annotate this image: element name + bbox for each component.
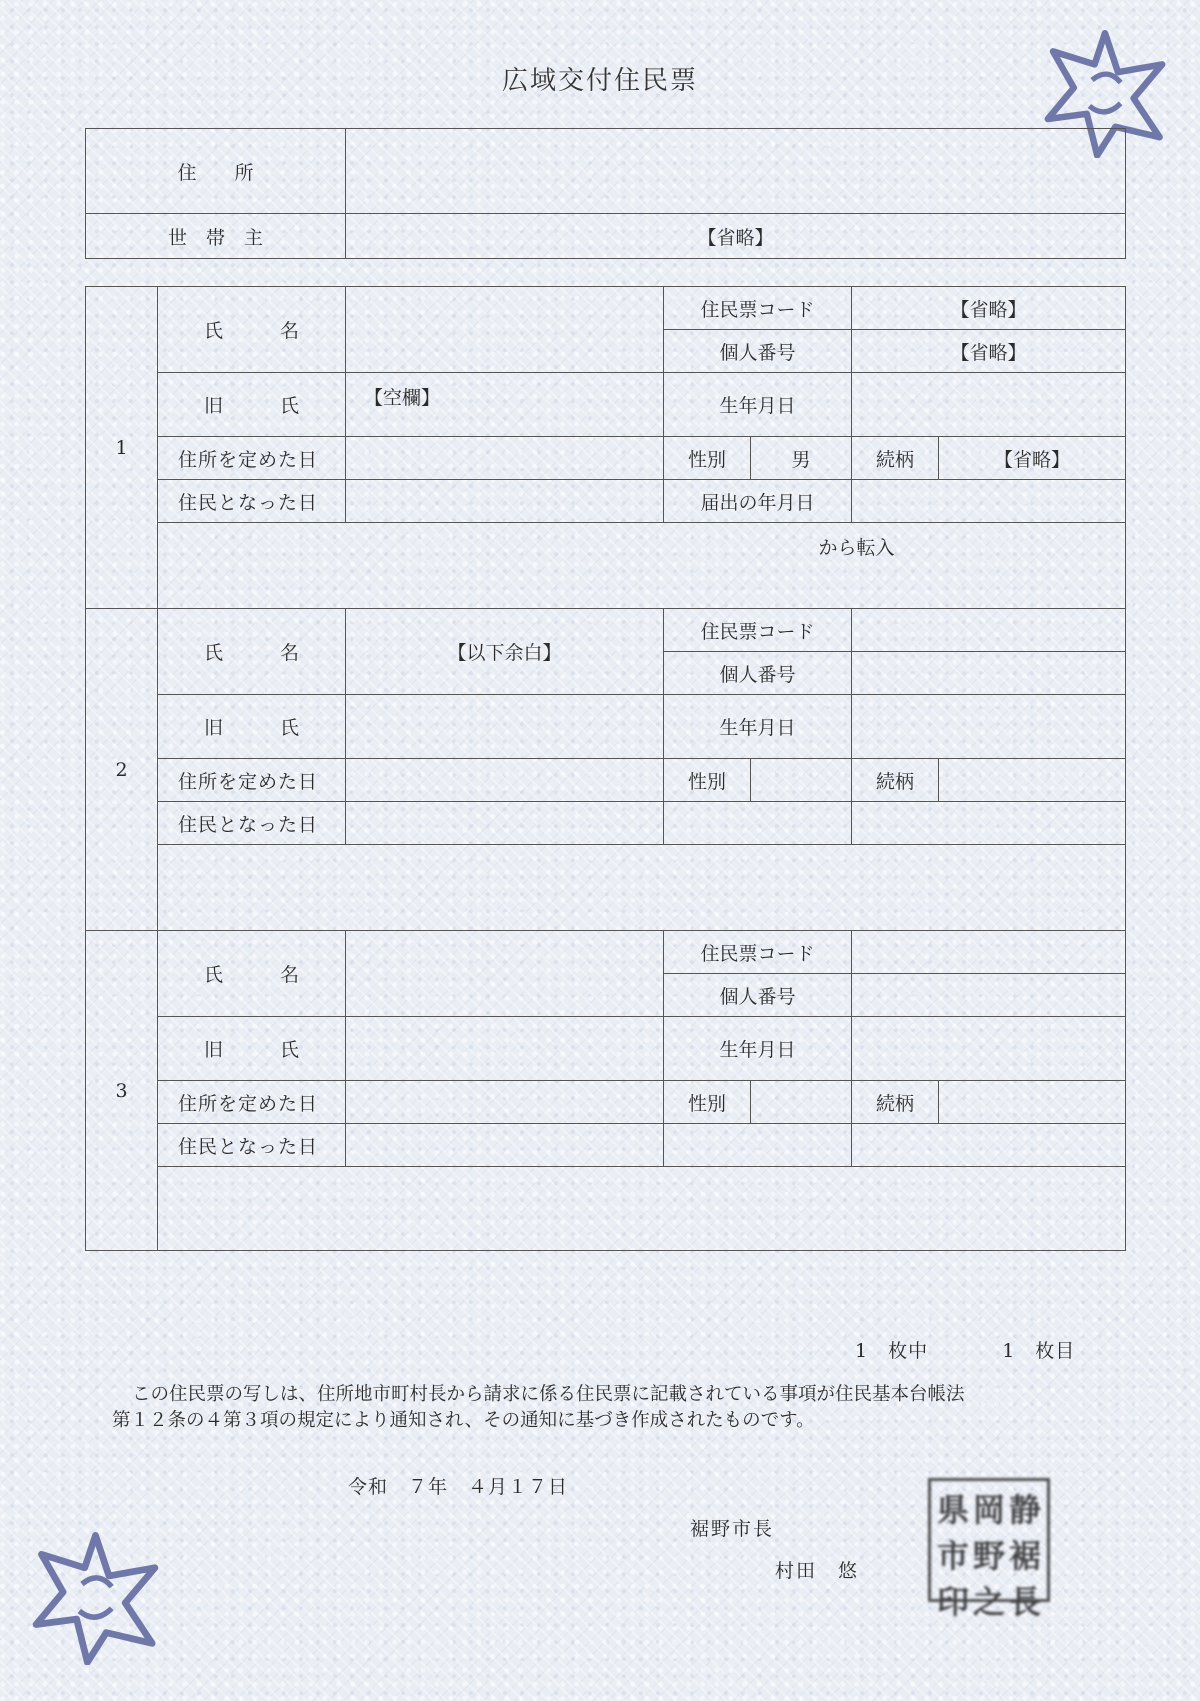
- resident-date-value: [346, 1124, 664, 1167]
- person-number: 1: [86, 287, 158, 609]
- former-surname-value: [346, 1017, 664, 1081]
- name-value: [346, 931, 664, 1017]
- person-number: 2: [86, 609, 158, 931]
- relationship-value: 【省略】: [939, 437, 1126, 480]
- birth-date-value: [852, 373, 1126, 437]
- notification-date-value: [852, 802, 1126, 845]
- householder-value: 【省略】: [346, 214, 1126, 259]
- seal-char: 印: [936, 1583, 969, 1621]
- transfer-note: [158, 845, 1126, 931]
- sex-value: [751, 1081, 852, 1124]
- notification-date-value: [852, 480, 1126, 523]
- seal-char: 野: [972, 1537, 1005, 1575]
- official-seal: [928, 1478, 1050, 1621]
- seal-char: 長: [1008, 1583, 1041, 1621]
- name-value: [346, 287, 664, 373]
- page-count: [855, 1336, 1075, 1363]
- resident-code-label: 住民票コード: [664, 609, 852, 652]
- former-surname-label: 旧 氏: [158, 695, 346, 759]
- notification-date-value: [852, 1124, 1126, 1167]
- issue-date: 令和 ７年 ４月１７日: [348, 1476, 569, 1498]
- birth-date-label: 生年月日: [664, 373, 852, 437]
- former-surname-value: [346, 695, 664, 759]
- resident-code-value: [852, 931, 1126, 974]
- resident-date-value: [346, 802, 664, 845]
- seal-char: 之: [972, 1583, 1005, 1621]
- personal-number-label: 個人番号: [664, 974, 852, 1017]
- address-date-label: 住所を定めた日: [158, 437, 346, 480]
- sex-label: 性別: [664, 759, 751, 802]
- birth-date-value: [852, 1017, 1126, 1081]
- person-3-row: [86, 931, 1126, 974]
- resident-code-label: 住民票コード: [664, 931, 852, 974]
- seal-char: 市: [936, 1537, 969, 1575]
- certification-note: [112, 1382, 1122, 1434]
- former-surname-value: 【空欄】: [346, 373, 664, 437]
- householder-label: 世 帯 主: [86, 214, 346, 259]
- resident-code-value: [852, 609, 1126, 652]
- address-date-label: 住所を定めた日: [158, 1081, 346, 1124]
- person-number: 3: [86, 931, 158, 1251]
- former-surname-label: 旧 氏: [158, 1017, 346, 1081]
- certification-line-2: 第１２条の４第３項の規定により通知され、その通知に基づき作成されたものです。: [112, 1410, 815, 1431]
- notification-date-label: 届出の年月日: [664, 480, 852, 523]
- relationship-label: 続柄: [852, 1081, 939, 1124]
- page-current: 1 枚目: [1002, 1340, 1076, 1362]
- birth-date-label: 生年月日: [664, 695, 852, 759]
- notification-date-label: [664, 1124, 852, 1167]
- relationship-value: [939, 759, 1126, 802]
- name-value: 【以下余白】: [346, 609, 664, 695]
- address-date-value: [346, 1081, 664, 1124]
- resident-date-label: 住民となった日: [158, 1124, 346, 1167]
- notification-date-label: [664, 802, 852, 845]
- personal-number-label: 個人番号: [664, 330, 852, 373]
- person-1-row: [86, 287, 1126, 330]
- address-date-value: [346, 437, 664, 480]
- birth-date-label: 生年月日: [664, 1017, 852, 1081]
- seal-char: 裾: [1008, 1537, 1041, 1575]
- personal-number-value: 【省略】: [852, 330, 1126, 373]
- transfer-note-text: から転入: [818, 537, 895, 559]
- resident-code-value: 【省略】: [852, 287, 1126, 330]
- mayor-name: 村田 悠: [775, 1560, 860, 1582]
- sex-label: 性別: [664, 437, 751, 480]
- personal-number-value: [852, 652, 1126, 695]
- personal-number-value: [852, 974, 1126, 1017]
- birth-date-value: [852, 695, 1126, 759]
- transfer-note: [158, 1167, 1126, 1251]
- city-emblem-icon: [28, 1530, 163, 1665]
- personal-number-label: 個人番号: [664, 652, 852, 695]
- address-label: 住 所: [86, 129, 346, 214]
- person-2-row: [86, 609, 1126, 652]
- resident-date-label: 住民となった日: [158, 802, 346, 845]
- certification-line-1: この住民票の写しは、住所地市町村長から請求に係る住民票に記載されている事項が住民基本台帳法: [132, 1384, 965, 1405]
- name-label: 氏 名: [158, 287, 346, 373]
- sex-label: 性別: [664, 1081, 751, 1124]
- sex-value: 男: [751, 437, 852, 480]
- seal-char: 岡: [972, 1491, 1005, 1529]
- name-label: 氏 名: [158, 931, 346, 1017]
- sex-value: [751, 759, 852, 802]
- issuer-title: 裾野市長: [690, 1518, 775, 1540]
- address-header-table: [85, 128, 1126, 259]
- transfer-note: [158, 523, 1126, 609]
- seal-char: 県: [936, 1491, 969, 1529]
- name-label: 氏 名: [158, 609, 346, 695]
- relationship-label: 続柄: [852, 437, 939, 480]
- address-date-value: [346, 759, 664, 802]
- former-surname-label: 旧 氏: [158, 373, 346, 437]
- relationship-label: 続柄: [852, 759, 939, 802]
- seal-char: 静: [1008, 1491, 1041, 1529]
- address-value: [346, 129, 1126, 214]
- page-total: 1 枚中: [855, 1340, 929, 1362]
- address-date-label: 住所を定めた日: [158, 759, 346, 802]
- relationship-value: [939, 1081, 1126, 1124]
- resident-date-label: 住民となった日: [158, 480, 346, 523]
- document-title: 広域交付住民票: [501, 66, 698, 96]
- resident-code-label: 住民票コード: [664, 287, 852, 330]
- resident-table: [85, 286, 1126, 1251]
- resident-date-value: [346, 480, 664, 523]
